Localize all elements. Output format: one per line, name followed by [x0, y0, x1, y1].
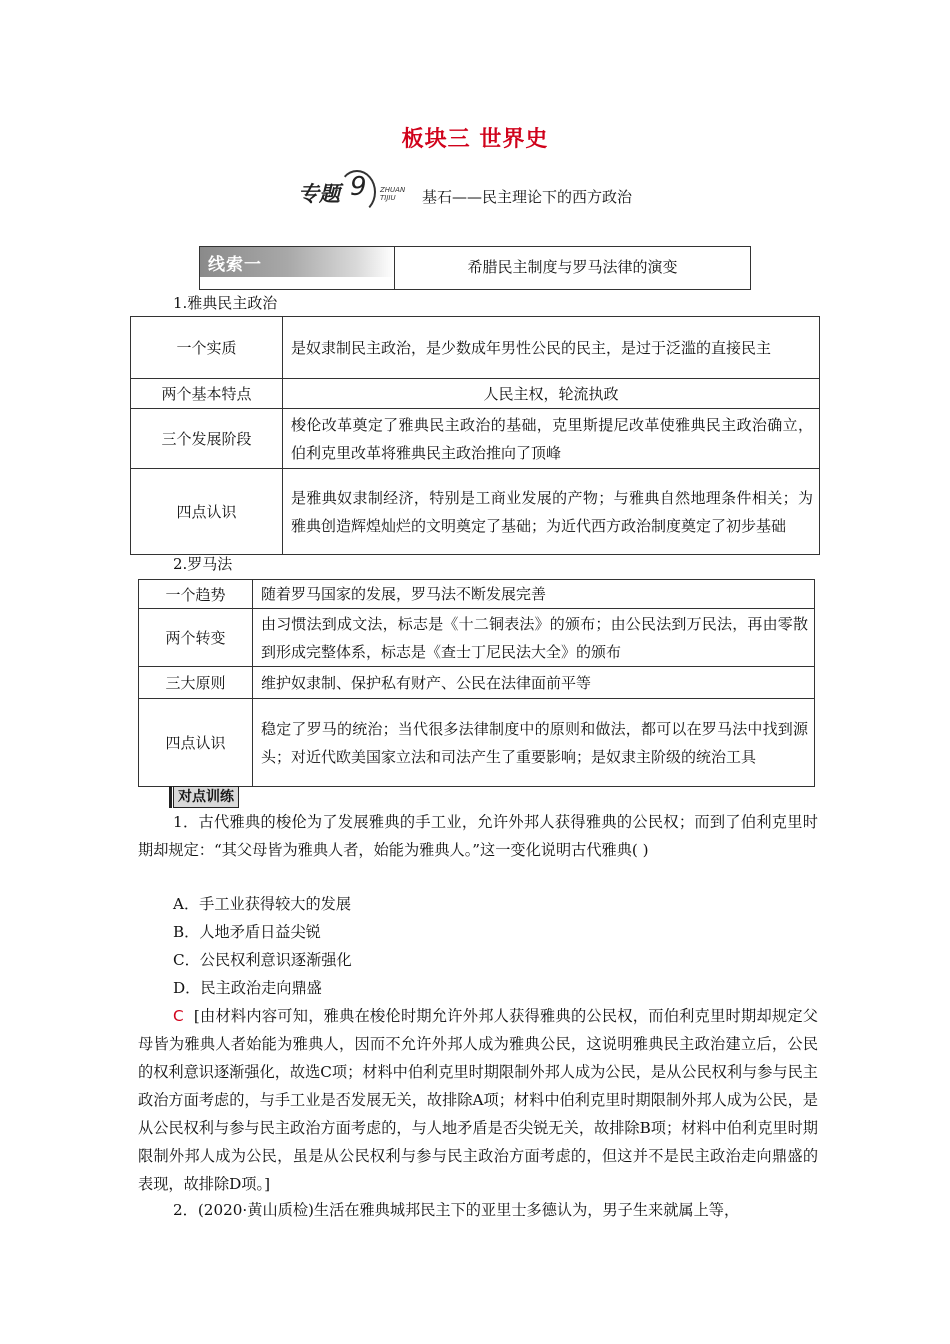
- question-1-option-d: D．民主政治走向鼎盛: [173, 979, 322, 997]
- question-2-stem: 2．(2020·黄山质检)生活在雅典城邦民主下的亚里士多德认为，男子生来就属上等，: [173, 1201, 740, 1219]
- row-key: 两个转变: [139, 609, 253, 667]
- table-row: [139, 699, 815, 787]
- practice-label: 对点训练: [173, 786, 239, 808]
- question-1-explanation: [由材料内容可知，雅典在梭伦时期允许外邦人获得雅典的公民权，而伯利克里时期却规定父母皆为雅典人者始能为雅典人，因而不允许外邦人成为雅典公民，这说明雅典民主政治建立后，公民的权利意识逐渐强化，故选C项；材料中伯利克里时期限制外邦人成为公民，是从公民权利与参与民主政治方面考虑的，与手工业是否发展无关，故排除A项；材料中伯利克里时期限制外邦人成为公民，是从公民权利与参与民主政治方面考虑的，与人地矛盾是否尖锐无关，故排除B项；材料中伯利克里时期限制外邦人成为公民，虽是从公民权利与参与民主政治方面考虑的，但这并不是民主政治走向鼎盛的表现，故排除D项。]: [138, 1007, 818, 1193]
- question-1-option-a: A．手工业获得较大的发展: [173, 895, 352, 913]
- clue-title: 希腊民主制度与罗马法律的演变: [467, 258, 678, 276]
- row-value: 维护奴隶制、保护私有财产、公民在法律面前平等: [253, 667, 815, 699]
- question-1-option-c: C．公民权利意识逐渐强化: [173, 951, 352, 969]
- row-key: 四点认识: [139, 699, 253, 787]
- table-row: [139, 667, 815, 699]
- table-row: [131, 317, 820, 379]
- topic-pinyin-line2: TIJIU: [380, 194, 396, 202]
- question-1-option-b: B．人地矛盾日益尖锐: [173, 923, 321, 941]
- row-value: 人民主权，轮流执政: [283, 379, 820, 409]
- rome-heading: 2.罗马法: [173, 555, 233, 573]
- topic-badge: 专题: [298, 182, 340, 206]
- topic-pinyin-line1: ZHUAN: [380, 186, 406, 194]
- topic-header: [298, 172, 758, 216]
- clue-label-banner: [200, 247, 394, 277]
- row-key: 一个趋势: [139, 580, 253, 609]
- row-value: 随着罗马国家的发展，罗马法不断发展完善: [253, 580, 815, 609]
- clue-label: 线索一: [208, 255, 262, 275]
- row-key: 三大原则: [139, 667, 253, 699]
- table-row: [131, 379, 820, 409]
- topic-pinyin: [380, 186, 405, 202]
- topic-title: 基石——民主理论下的西方政治: [422, 188, 633, 206]
- question-1-explanation-block: [138, 1002, 818, 1198]
- row-key: 四点认识: [131, 469, 283, 555]
- athens-table: [130, 316, 820, 555]
- row-value: 梭伦改革奠定了雅典民主政治的基础，克里斯提尼改革使雅典民主政治确立，伯利克里改革将雅典民主政治推向了顶峰: [283, 409, 820, 469]
- row-key: 两个基本特点: [131, 379, 283, 409]
- topic-number: 9: [350, 172, 367, 202]
- row-value: 是奴隶制民主政治，是少数成年男性公民的民主，是过于泛滥的直接民主: [283, 317, 820, 379]
- table-row: [131, 409, 820, 469]
- athens-heading: 1.雅典民主政治: [173, 294, 278, 312]
- rome-table: [138, 579, 815, 787]
- row-key: 三个发展阶段: [131, 409, 283, 469]
- table-row: [139, 580, 815, 609]
- row-value: 稳定了罗马的统治；当代很多法律制度中的原则和做法，都可以在罗马法中找到源头；对近代欧美国家立法和司法产生了重要影响；是奴隶主阶级的统治工具: [253, 699, 815, 787]
- section-title: 板块三 世界史: [401, 127, 549, 152]
- row-value: 由习惯法到成文法，标志是《十二铜表法》的颁布；由公民法到万民法，再由零散到形成完整体系，标志是《查士丁尼民法大全》的颁布: [253, 609, 815, 667]
- table-row: [131, 469, 820, 555]
- question-1-stem: 1．古代雅典的梭伦为了发展雅典的手工业，允许外邦人获得雅典的公民权；而到了伯利克里时期却规定：“其父母皆为雅典人者，始能为雅典人。”这一变化说明古代雅典( ): [138, 813, 818, 859]
- question-1-answer: C: [173, 1007, 184, 1025]
- clue-box: [199, 246, 751, 290]
- row-value: 是雅典奴隶制经济，特别是工商业发展的产物；与雅典自然地理条件相关；为雅典创造辉煌灿烂的文明奠定了基础；为近代西方政治制度奠定了初步基础: [283, 469, 820, 555]
- row-key: 一个实质: [131, 317, 283, 379]
- table-row: [139, 609, 815, 667]
